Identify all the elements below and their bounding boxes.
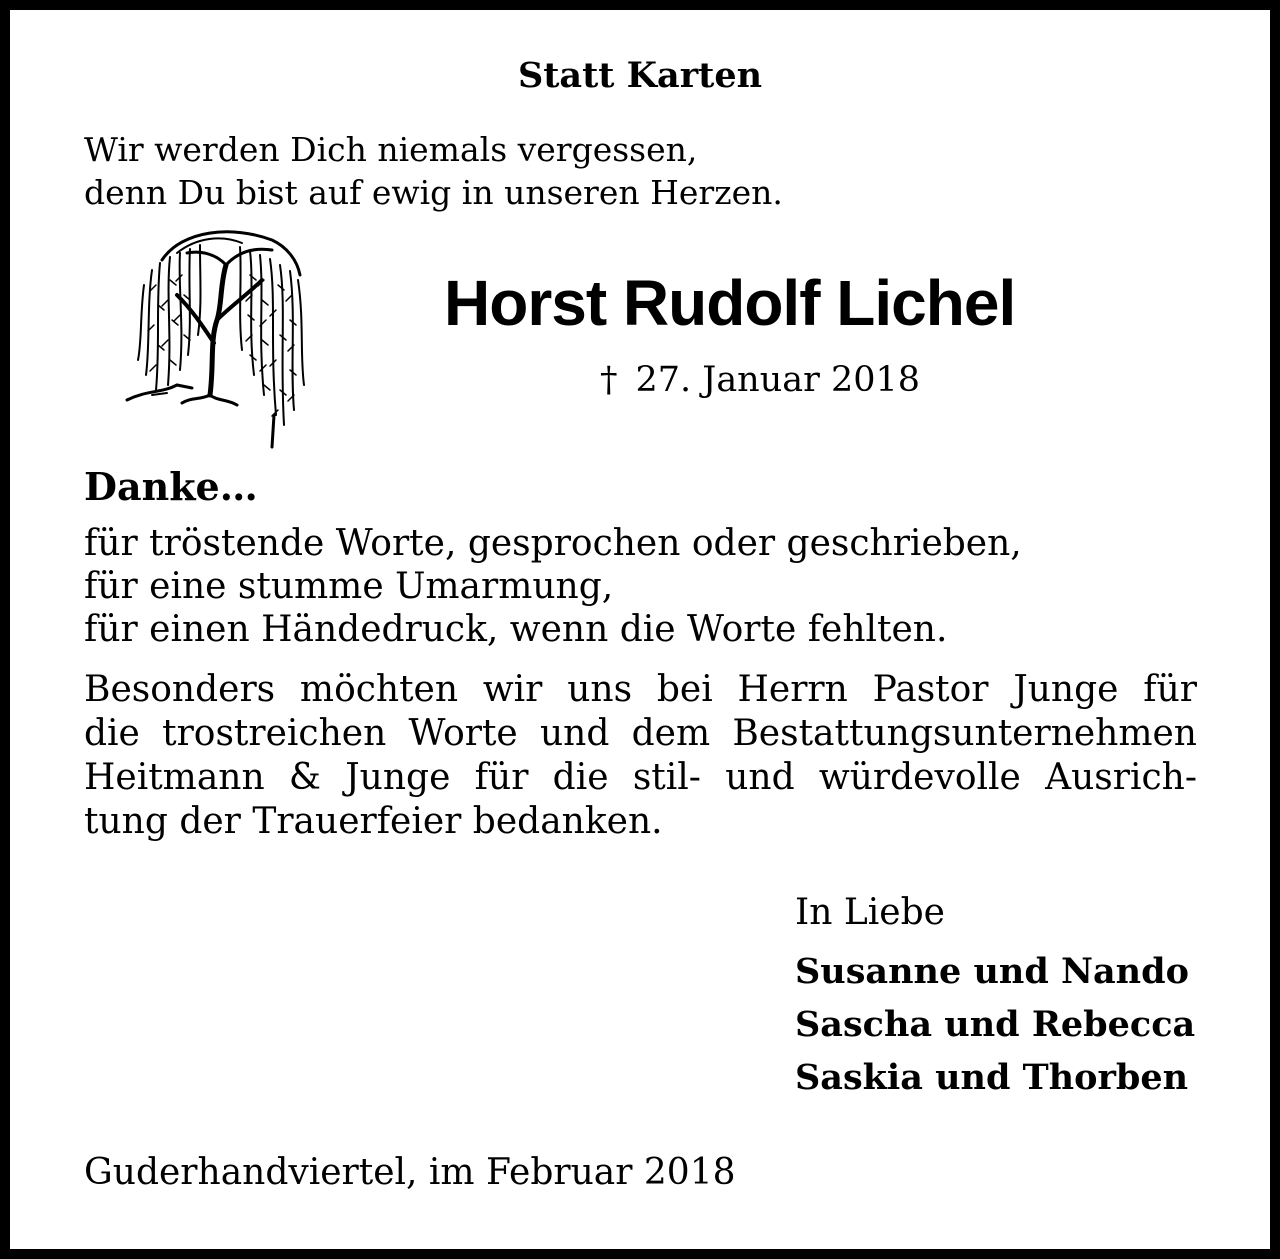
special-thanks-line-4: tung der Trauerfeier bedanken. [84, 801, 663, 842]
thanks-list [84, 522, 1022, 651]
special-thanks-paragraph [84, 668, 1197, 844]
intro-verse [84, 128, 783, 214]
thanks-line-1: für tröstende Worte, gesprochen oder geschrieben, [84, 523, 1022, 564]
death-date: 27. Januar 2018 [635, 360, 921, 400]
deceased-name: Horst Rudolf Lichel [444, 267, 1016, 339]
family-signatures [795, 945, 1195, 1104]
closing-phrase: In Liebe [795, 892, 945, 933]
thanks-line-2: für eine stumme Umarmung, [84, 566, 614, 607]
special-thanks-line-1: Besonders möchten wir uns bei Herrn Pastor Junge für [84, 669, 1197, 710]
dagger-icon: † [600, 360, 618, 400]
family-name-1: Susanne und Nando [795, 951, 1189, 992]
notice-header: Statt Karten [517, 55, 763, 96]
weeping-willow-icon [122, 225, 312, 450]
intro-line-2: denn Du bist auf ewig in unseren Herzen. [84, 173, 783, 212]
place-and-date: Guderhandviertel, im Februar 2018 [84, 1152, 736, 1193]
family-name-3: Saskia und Thorben [795, 1057, 1189, 1098]
intro-line-1: Wir werden Dich niemals vergessen, [84, 130, 698, 169]
special-thanks-line-3: Heitmann & Junge für die stil- und würdevolle Ausrich- [84, 757, 1197, 798]
special-thanks-line-2: die trostreichen Worte und dem Bestattungsunternehmen [84, 713, 1197, 754]
family-name-2: Sascha und Rebecca [795, 1004, 1196, 1045]
death-date-line [600, 360, 920, 400]
thanks-heading: Danke… [84, 464, 258, 509]
thanks-line-3: für einen Händedruck, wenn die Worte fehlten. [84, 609, 948, 650]
